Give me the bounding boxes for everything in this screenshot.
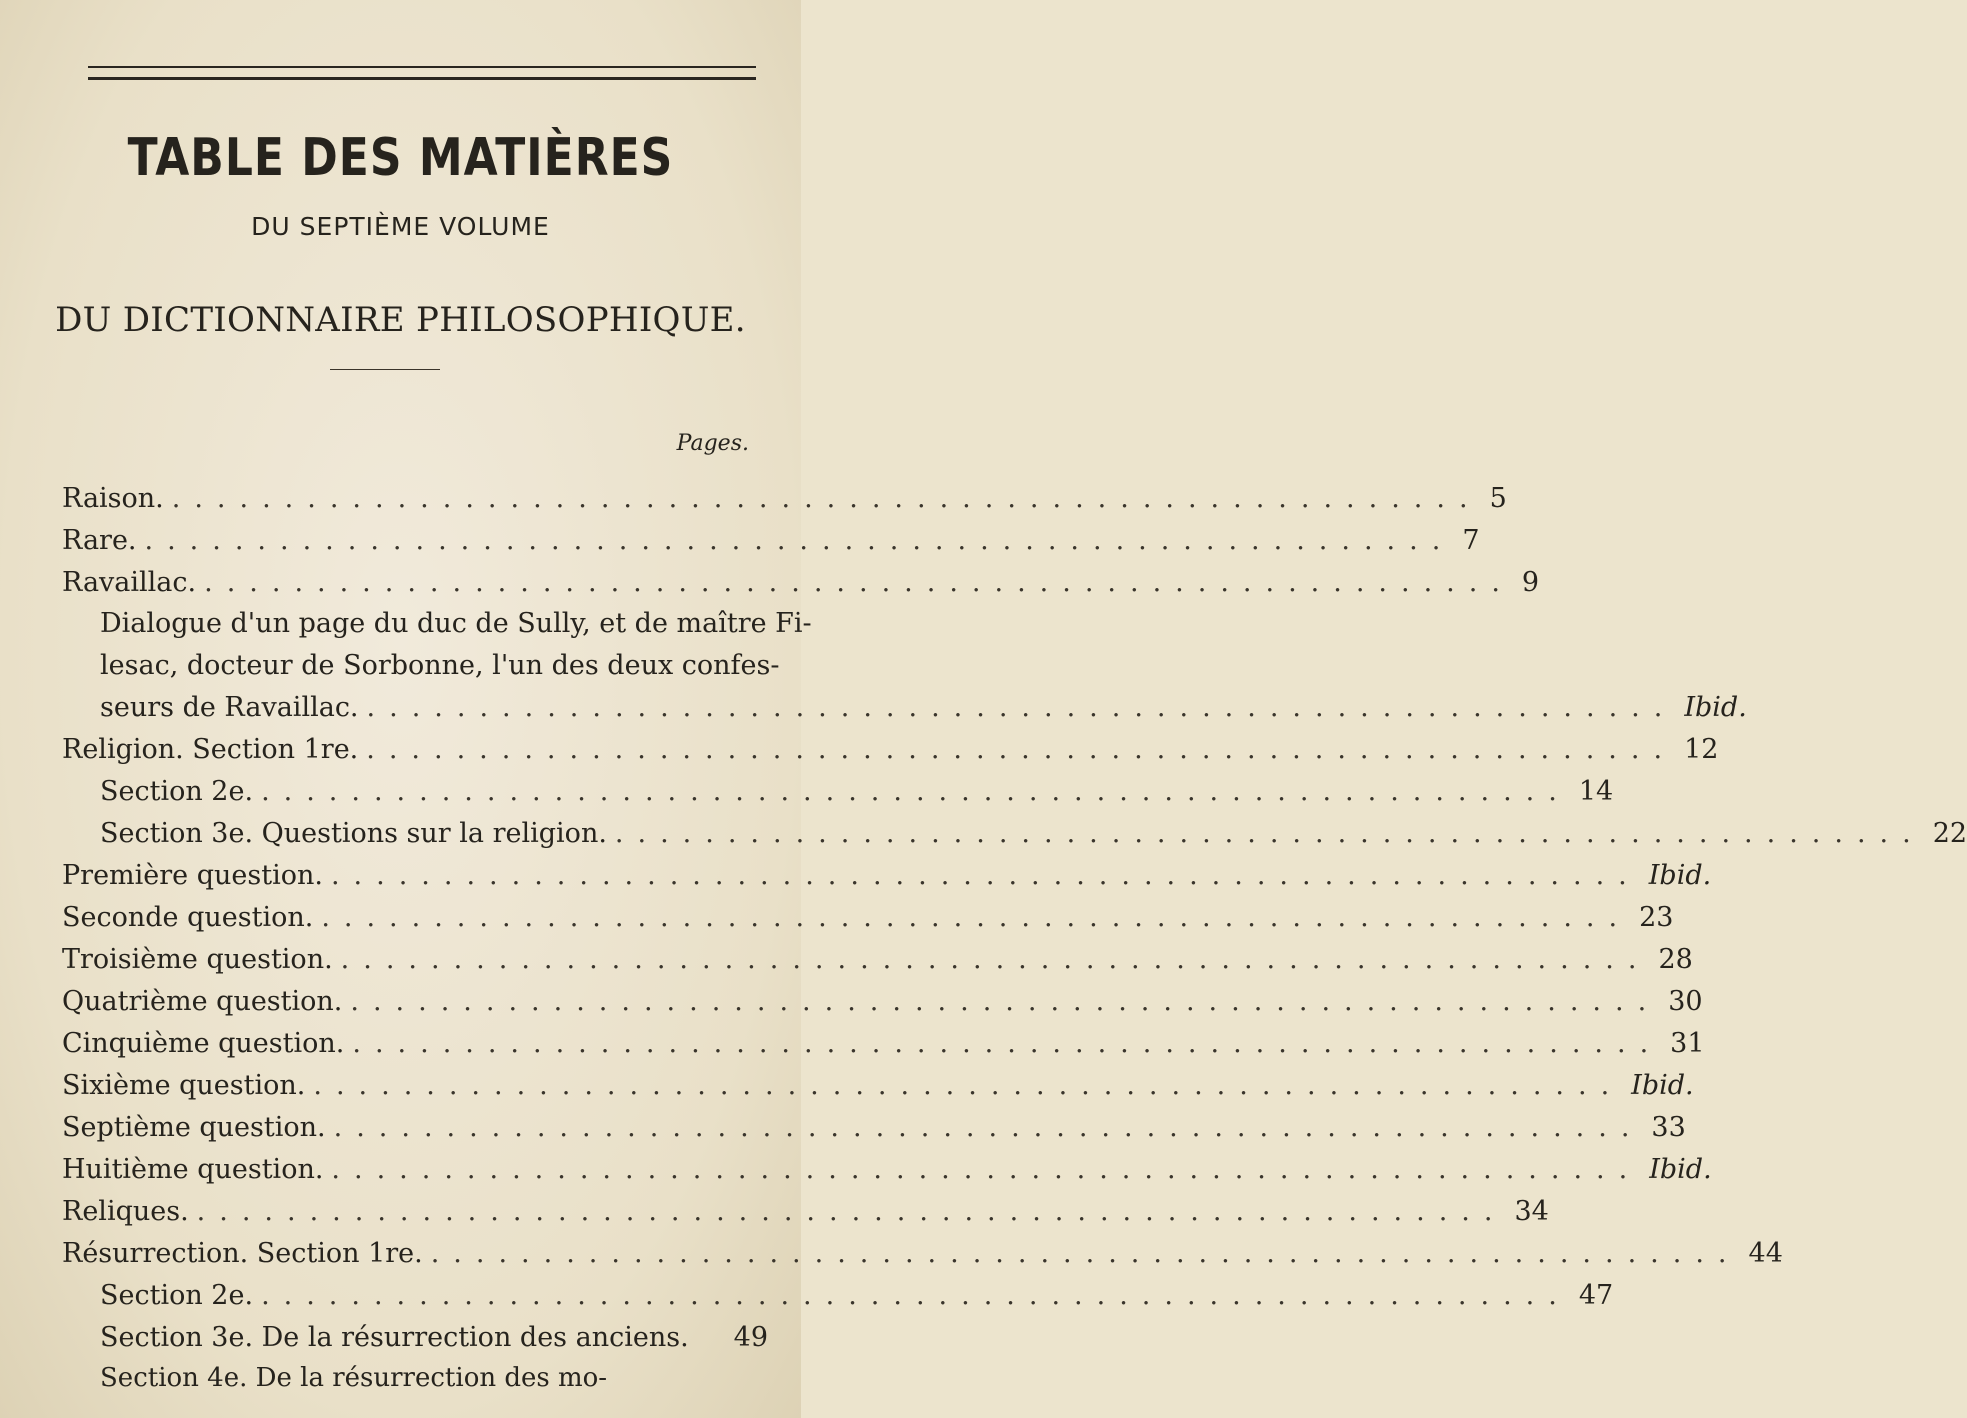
entry-label: Section 2e. (100, 776, 254, 807)
toc-entry (62, 521, 1480, 561)
entry-page: Ibid. (1631, 1070, 1694, 1101)
dot-leader: .......................................................... (261, 1280, 1571, 1311)
entry-page: 30 (1668, 986, 1703, 1017)
entry-label: Ravaillac. (62, 567, 197, 598)
dot-leader: .......................................................... (366, 692, 1677, 723)
dot-leader: .......................................................... (350, 986, 1661, 1017)
toc-entry (62, 940, 1693, 980)
dot-leader: .......................................................... (340, 944, 1651, 975)
toc-entry (100, 1318, 768, 1358)
dot-leader: .......................................................... (171, 483, 1482, 514)
entry-page: 28 (1658, 944, 1693, 975)
entry-label: seurs de Ravaillac. (100, 692, 359, 723)
toc-entry (100, 772, 1614, 812)
entry-continuation-line: Section 4e. De la résurrection des mo- (100, 1363, 608, 1393)
dot-leader: .......................................................... (614, 818, 1925, 849)
entry-continuation-line: lesac, docteur de Sorbonne, l'un des deux confes- (100, 650, 780, 681)
entry-label: Section 3e. Questions sur la religion. (100, 818, 607, 849)
entry-page: 31 (1670, 1028, 1705, 1059)
entry-page: Ibid. (1684, 692, 1747, 723)
entry-page: 34 (1514, 1196, 1549, 1227)
page-subtitle: DU SEPTIÈME VOLUME (251, 212, 550, 241)
entry-label: Septième question. (62, 1112, 326, 1143)
entry-label: Raison. (62, 483, 164, 514)
dot-leader: .......................................................... (261, 776, 1571, 807)
entry-page: 23 (1639, 902, 1674, 933)
entry-page: 14 (1578, 776, 1614, 807)
toc-entry (62, 479, 1507, 519)
toc-entry (62, 982, 1703, 1022)
entry-page: 5 (1489, 483, 1507, 514)
entry-label: Huitième question. (62, 1154, 324, 1185)
entry-label: Reliques. (62, 1196, 189, 1227)
dot-leader: .......................................................... (366, 734, 1677, 765)
dot-leader: .......................................................... (204, 567, 1514, 598)
entry-page: 9 (1521, 567, 1540, 598)
toc-entry (62, 856, 1712, 896)
toc-entry (100, 1276, 1614, 1316)
entry-page: Ibid. (1648, 860, 1712, 891)
toc-entry (62, 730, 1719, 770)
entry-label: Quatrième question. (62, 986, 343, 1017)
entry-page: 47 (1578, 1280, 1614, 1311)
pages-column-label: Pages. (676, 431, 749, 456)
entry-label: Sixième question. (62, 1070, 306, 1101)
entry-continuation-line: Dialogue d'un page du duc de Sully, et de maître Fi- (100, 608, 812, 639)
entry-label: Section 3e. De la résurrection des anciens. (100, 1322, 689, 1353)
entry-page: 49 (733, 1322, 768, 1353)
entry-page: 33 (1651, 1112, 1686, 1143)
entry-label: Religion. Section 1re. (62, 734, 359, 765)
entry-label: Section 2e. (100, 1280, 254, 1311)
dot-leader: .......................................................... (144, 525, 1455, 556)
toc-entry (62, 1108, 1686, 1148)
entry-label: Rare. (62, 525, 137, 556)
entry-label: Seconde question. (62, 902, 314, 933)
toc-entry (100, 688, 1747, 728)
toc-entry (100, 814, 1967, 854)
entry-page: 44 (1748, 1238, 1783, 1269)
dot-leader (697, 1318, 726, 1358)
dot-leader: .......................................................... (313, 1070, 1624, 1101)
dot-leader: .......................................................... (330, 860, 1641, 891)
toc-entry (62, 563, 1540, 603)
entry-page: 7 (1462, 525, 1480, 556)
toc-entry (62, 1024, 1705, 1064)
toc-entry (62, 898, 1674, 938)
dot-leader: .......................................................... (333, 1112, 1644, 1143)
entry-page: 22 (1932, 818, 1967, 849)
toc-entry (62, 1192, 1549, 1232)
page-title: TABLE DES MATIÈRES (127, 128, 674, 189)
toc-entry (62, 1066, 1694, 1106)
toc-entry (62, 1150, 1712, 1190)
dot-leader: .......................................................... (331, 1154, 1642, 1185)
dot-leader: .......................................................... (430, 1238, 1741, 1269)
entry-label: Cinquième question. (62, 1028, 345, 1059)
entry-label: Résurrection. Section 1re. (62, 1238, 423, 1269)
entry-page: Ibid. (1649, 1154, 1712, 1185)
work-heading: DU DICTIONNAIRE PHILOSOPHIQUE. (55, 300, 746, 340)
dot-leader: .......................................................... (352, 1028, 1663, 1059)
toc-entry (62, 1234, 1783, 1274)
entry-label: Troisième question. (62, 944, 333, 975)
dot-leader: .......................................................... (321, 902, 1632, 933)
entry-label: Première question. (62, 860, 323, 891)
dot-leader: .......................................................... (196, 1196, 1507, 1227)
entry-page: 12 (1684, 734, 1719, 765)
